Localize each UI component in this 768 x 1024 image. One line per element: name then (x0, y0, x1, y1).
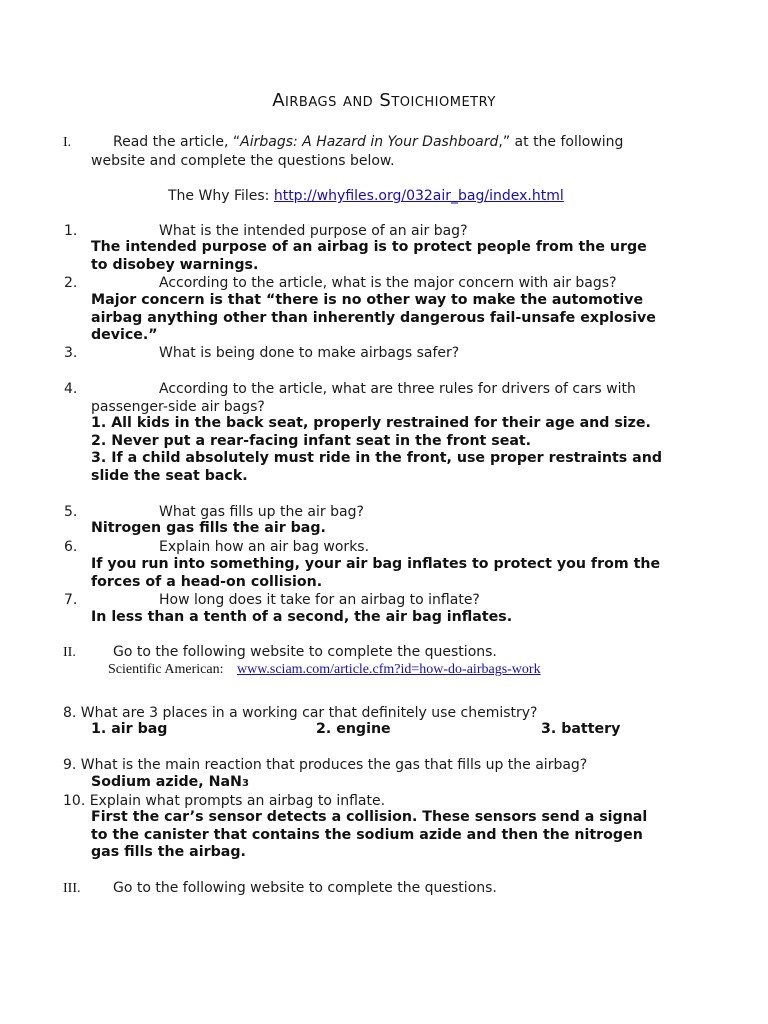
question-8-answer-3: 3. battery (541, 721, 621, 737)
question-2-number: 2. (64, 275, 78, 291)
question-8-answer-1: 1. air bag (91, 721, 168, 737)
question-9-text: 9. What is the main reaction that produces the gas that fills up the airbag? (63, 757, 588, 773)
question-1-text: What is the intended purpose of an air bag? (159, 223, 468, 239)
whyfiles-link[interactable]: http://whyfiles.org/032air_bag/index.html (273, 188, 564, 204)
question-4-number: 4. (64, 381, 78, 397)
question-3-text: What is being done to make airbags safer? (159, 345, 460, 361)
section-3-numeral: III. (63, 881, 81, 896)
question-1-number: 1. (64, 223, 78, 239)
question-9-answer (91, 774, 249, 793)
question-5-answer: Nitrogen gas fills the air bag. (91, 520, 326, 536)
question-7-text: How long does it take for an airbag to inflate? (159, 592, 480, 608)
question-1-answer: The intended purpose of an airbag is to protect people from the urge to disobey warnings. (91, 239, 647, 273)
question-3-number: 3. (64, 345, 78, 361)
question-2-answer: Major concern is that “there is no other way to make the automotive airbag anything other than inherently dangerous fail-unsafe explosive device.” (91, 292, 656, 343)
section-2-numeral: II. (63, 645, 76, 660)
question-7-answer: In less than a tenth of a second, the air bag inflates. (91, 609, 513, 625)
question-8-text: 8. What are 3 places in a working car that definitely use chemistry? (63, 705, 538, 721)
question-6-text: Explain how an air bag works. (159, 539, 370, 555)
question-4-text: According to the article, what are three rules for drivers of cars with (159, 381, 636, 397)
question-5-number: 5. (64, 504, 78, 520)
question-9-answer-main: Sodium azide, NaN (91, 774, 242, 790)
section-1-intro (113, 133, 623, 151)
section-1-numeral: I. (63, 135, 72, 150)
question-8-answer-2: 2. engine (316, 721, 391, 737)
question-5-text: What gas fills up the air bag? (159, 504, 364, 520)
section-1-source-label: The Why Files: (168, 188, 274, 204)
question-6-number: 6. (64, 539, 78, 555)
question-10-answer: First the car’s sensor detects a collision. These sensors send a signal to the canister that contains the sodium azide and then the nitrogen gas fills the airbag. (91, 809, 648, 860)
section-3-intro: Go to the following website to complete the questions. (113, 880, 497, 896)
article-title: Airbags: A Hazard in Your Dashboard (240, 134, 499, 150)
sciam-link[interactable]: www.sciam.com/article.cfm?id=how-do-airbags-work (236, 662, 541, 677)
question-4-answer: 1. All kids in the back seat, properly restrained for their age and size. 2. Never put a rear-facing infant seat in the front seat. 3. If a child absolutely must ride in the front, use proper restraints and slide the seat back. (91, 415, 662, 484)
question-4-text-line2: passenger-side air bags? (91, 399, 265, 415)
question-10-text: 10. Explain what prompts an airbag to inflate. (63, 793, 386, 809)
question-7-number: 7. (64, 592, 78, 608)
section-1-intro-line2: website and complete the questions below. (91, 153, 395, 169)
section-2-source-label: Scientific American: (108, 662, 224, 677)
section-1-intro-pre: Read the article, “ (113, 134, 241, 150)
question-9-answer-subscript: 3 (241, 778, 249, 789)
page-title: Airbags and Stoichiometry (272, 90, 496, 111)
section-2-source (108, 661, 541, 679)
section-1-source (168, 187, 564, 205)
section-2-intro: Go to the following website to complete the questions. (113, 644, 497, 660)
question-2-text: According to the article, what is the major concern with air bags? (159, 275, 617, 291)
section-1-intro-post: ,” at the following (498, 134, 624, 150)
question-6-answer: If you run into something, your air bag inflates to protect you from the forces of a head-on collision. (91, 556, 661, 590)
